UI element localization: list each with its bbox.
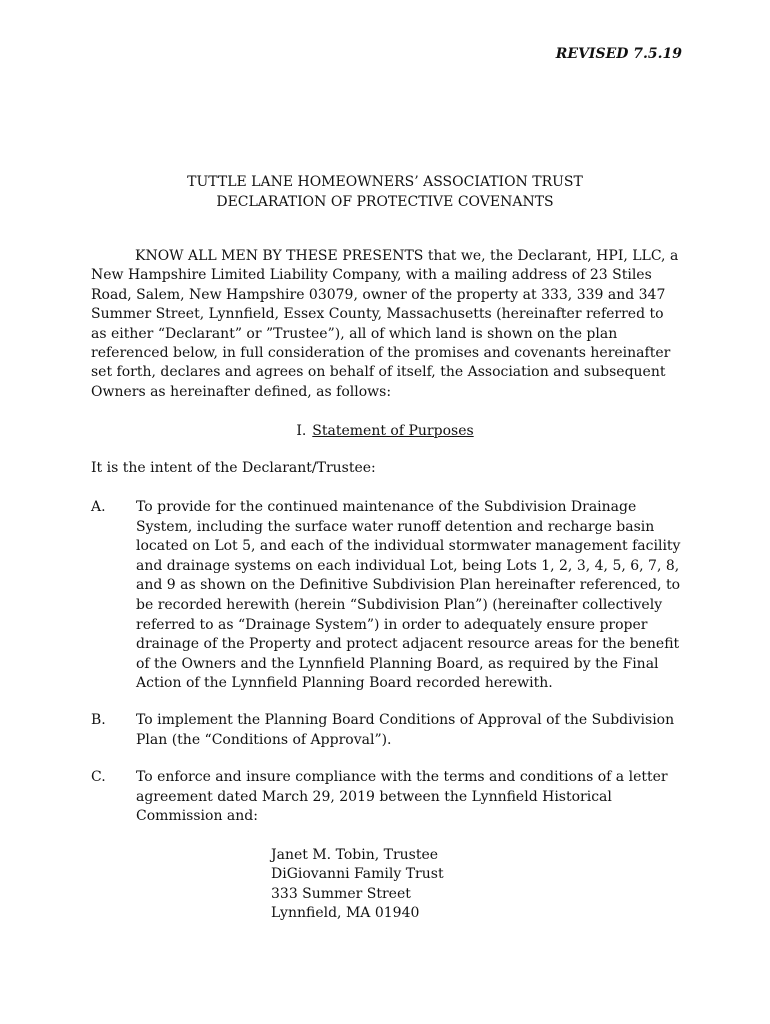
address-street: 333 Summer Street [271,885,411,902]
address-block [271,846,444,924]
intent-statement: It is the intent of the Declarant/Trustee: [91,460,376,476]
section-title: Statement of Purposes [312,423,474,439]
revision-label: REVISED 7.5.19 [555,46,682,62]
title-line-2: DECLARATION OF PROTECTIVE COVENANTS [216,194,554,210]
list-item-text: To provide for the continued maintenance of the Subdivision Drainage System, including the surface water runoff detention and recharge basin located on Lot 5, and each of the individual stormwater management facility and drainage systems on each individual Lot, being Lots 1, 2, 3, 4, 5, 6, 7, 8, and 9 as shown on the Definitive Subdivision Plan hereinafter referenced, to be recorded herewith (herein “Subdivision Plan”) (hereinafter collectively referred to as “Drainage System”) in order to adequately ensure proper drainage of the Property and protect adjacent resource areas for the benefit of the Owners and the Lynnfield Planning Board, as required by the Final Action of the Lynnfield Planning Board recorded herewith. [136,499,681,692]
list-item-a [91,498,691,694]
list-item-text: To implement the Planning Board Conditions of Approval of the Subdivision Plan (the “Conditions of Approval”). [136,712,675,748]
list-item-letter: A. [91,499,106,515]
section-heading [0,422,770,441]
list-item-letter: C. [91,769,106,785]
document-title [0,172,770,212]
title-line-1: TUTTLE LANE HOMEOWNERS’ ASSOCIATION TRUST [187,174,583,190]
address-city: Lynnfield, MA 01940 [271,905,420,922]
list-item-letter: B. [91,712,106,728]
address-trust: DiGiovanni Family Trust [271,866,444,883]
list-item-b [91,711,691,750]
intro-paragraph: KNOW ALL MEN BY THESE PRESENTS that we, the Declarant, HPI, LLC, a New Hampshire Limited Liability Company, with a mailing address of 23 Stiles Road, Salem, New Hampshire 03079, owner of the property at 333, 339 and 347 Summer Street, Lynnfield, Essex County, Massachusetts (hereinafter referred to as either “Declarant” or ”Trustee”), all of which land is shown on the plan referenced below, in full consideration of the promises and covenants hereinafter set forth, declares and agrees on behalf of itself, the Association and subsequent Owners as hereinafter defined, as follows: [91,248,679,400]
list-item-text: To enforce and insure compliance with the terms and conditions of a letter agreement dated March 29, 2019 between the Lynnfield Historical Commission and: [136,769,668,825]
address-name: Janet M. Tobin, Trustee [271,847,439,863]
list-item-c [91,768,691,827]
section-number: I. [296,423,307,439]
